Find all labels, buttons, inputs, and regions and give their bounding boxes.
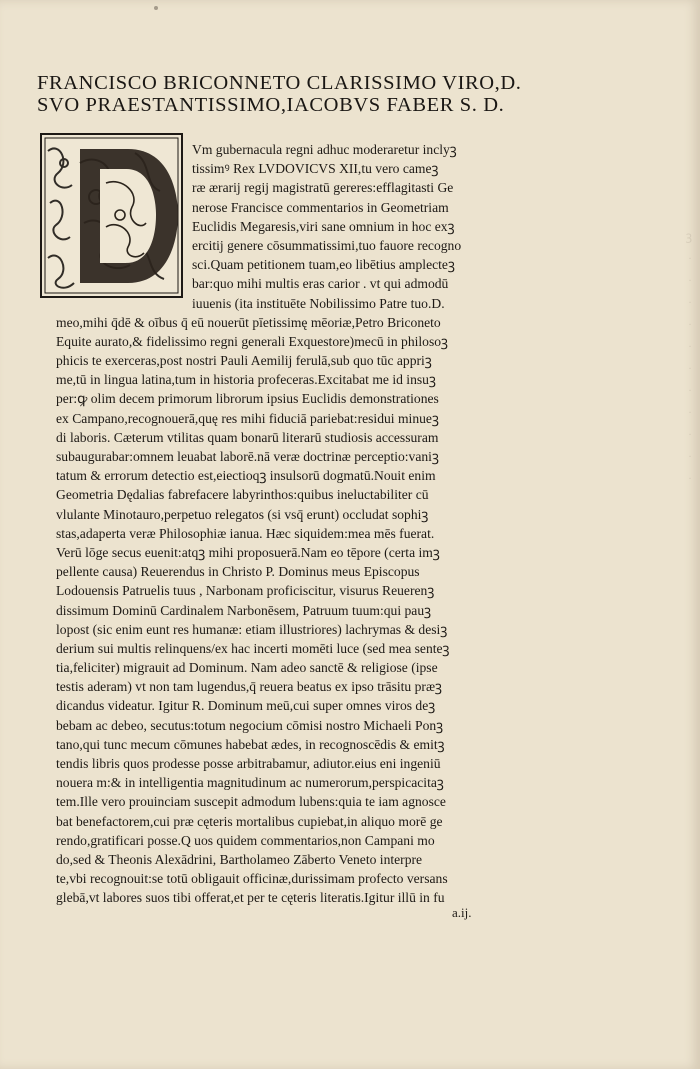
text-line: Vm gubernacula regni adhuc moderaretur inclyꝫ bbox=[192, 142, 457, 157]
text-line: me,tū in lingua latina,tum in historia profeceras.Excitabat me id insuꝫ bbox=[56, 372, 436, 388]
show-through-text: ꝫ · · · · · · · · · · · bbox=[685, 229, 692, 485]
text-line: per:ꝙ olim decem primorum librorum ipsius Euclidis demonstrationes bbox=[56, 391, 439, 407]
text-line: nouera m:& in intelligentia magnitudinum ac numerorum,perspicacitaꝫ bbox=[56, 775, 444, 791]
text-line: ræ ærarij regij magistratū gereres:efflagitasti Ge bbox=[192, 180, 454, 196]
text-line: di laboris. Cæterum vtilitas quam bonarū literarū studiosis accessuram bbox=[56, 429, 439, 445]
text-line: nerose Francisce commentarios in Geometriam bbox=[192, 199, 449, 215]
text-line: iuuenis (ita instituēte Nobilissimo Patre tuo.D. bbox=[192, 295, 445, 311]
signature-mark: a.ij. bbox=[452, 905, 472, 920]
heading-line-2: SVO PRAESTANTISSIMO,IACOBVS FABER S. D. bbox=[37, 94, 505, 116]
text-line: Geometria Dędalias fabrefacere labyrinthos:quibus ineluctabiliter cū bbox=[56, 487, 429, 503]
text-line: Equite aurato,& fidelissimo regni generali Exquestore)mecū in philosoꝫ bbox=[56, 333, 448, 349]
heading-line-1: FRANCISCO BRICONNETO CLARISSIMO VIRO,D. bbox=[37, 72, 522, 94]
dedication-heading bbox=[37, 72, 537, 116]
text-line: Euclidis Megaresis,viri sane omnium in hoc exꝫ bbox=[192, 218, 455, 234]
text-line: tatum & errorum detectio est,eiectioqꝫ insulsorū dogmatū.Nouit enim bbox=[56, 468, 436, 484]
text-line: subaugurabar:omnem leuabat laborē.nā veræ doctrinæ perceptio:vaniꝫ bbox=[56, 449, 439, 464]
text-line: do,sed & Theonis Alexādrini, Bartholameo Zāberto Veneto interpre bbox=[56, 851, 423, 867]
text-line: Verū lōge secus euenit:atqꝫ mihi proposuerā.Nam eo tēpore (certa imꝫ bbox=[56, 544, 440, 560]
text-line: bebam ac debeo, secutus:totum negocium cōmisi nostro Michaeli Ponꝫ bbox=[56, 717, 444, 733]
text-line: testis aderam) vt non tam lugendus,q̄ reuera beatus ex ipso trāsitu præꝫ bbox=[56, 679, 442, 695]
text-line: tano,qui tunc mecum cōmunes habebat ædes, in recognoscēdis & emitꝫ bbox=[56, 736, 445, 752]
text-line: glebā,vt labores suos tibi offerat,et per te cęteris literatis.Igitur illū in fu bbox=[56, 890, 445, 906]
text-line: tendis libris quos prodesse posse arbitrabamur, adiutor.eius eni ingeniū bbox=[56, 756, 441, 771]
text-line: sci.Quam petitionem tuam,eo libētius amplecteꝫ bbox=[192, 257, 455, 273]
text-line: lopost (sic enim eunt res humanæ: etiam illustriores) lachrymas & desiꝫ bbox=[56, 621, 448, 637]
text-line: tia,feliciter) migrauit ad Dominum. Nam adeo sanctē & religiose (ipse bbox=[56, 660, 438, 676]
text-line: vlulante Minotauro,perpetuo relegatos (si vsq̄ erunt) occludat sophiꝫ bbox=[56, 506, 429, 522]
text-line: ex Campano,recognouerā,quę res mihi fiduciā pariebat:residui minueꝫ bbox=[56, 410, 439, 426]
text-line: Lodouensis Patruelis tuus , Narbonam proficiscitur, visurus Reuerenꝫ bbox=[56, 583, 435, 599]
text-line: bar:quo mihi multis eras carior . vt qui admodū bbox=[192, 276, 449, 292]
text-line: tissimꝰ Rex LVDOVICVS XII,tu vero cameꝫ bbox=[192, 161, 439, 177]
text-line: rendo,gratificari posse.Q uos quidem commentarios,non Campani mo bbox=[56, 832, 435, 848]
text-line: phicis te exerceras,post nostri Pauli Aemilij ferulā,sub quo tūc appriꝫ bbox=[56, 353, 432, 369]
text-line: bat benefactorem,cui præ cęteris mortalibus cupiebat,in aliquo morē ge bbox=[56, 813, 443, 829]
text-line: dissimum Dominū Cardinalem Narbonēsem, Patruum tuum:qui pauꝫ bbox=[56, 602, 432, 618]
body-text bbox=[56, 140, 532, 908]
text-line: dicandus videatur. Igitur R. Dominum meū,cui super omnes viros deꝫ bbox=[56, 698, 436, 714]
text-line: derium sui multis relinquens/ex hac incerti momēti luce (sed mea senteꝫ bbox=[56, 640, 450, 656]
text-line: meo,mihi q̄dē & oībus q̄ eū nouerūt pīetissimę mēoriæ,Petro Briconeto bbox=[56, 314, 441, 330]
decorated-initial-d bbox=[40, 133, 183, 298]
ink-speck bbox=[154, 6, 158, 10]
text-line: ercitij genere cōsummatissimi,tuo fauore recogno bbox=[192, 237, 462, 253]
text-line: te,vbi recognouit:se totū obligauit officinæ,durissimam profecto versans bbox=[56, 871, 448, 887]
text-line: stas,adaperta veræ Philosophiæ ianua. Hæc siquidem:mea mēs fuerat. bbox=[56, 525, 435, 541]
text-line: pellente causa) Reuerendus in Christo P. Dominus meus Episcopus bbox=[56, 564, 420, 580]
text-line: tem.Ille vero prouinciam suscepit admodum lubens:quia te iam agnosce bbox=[56, 794, 446, 810]
